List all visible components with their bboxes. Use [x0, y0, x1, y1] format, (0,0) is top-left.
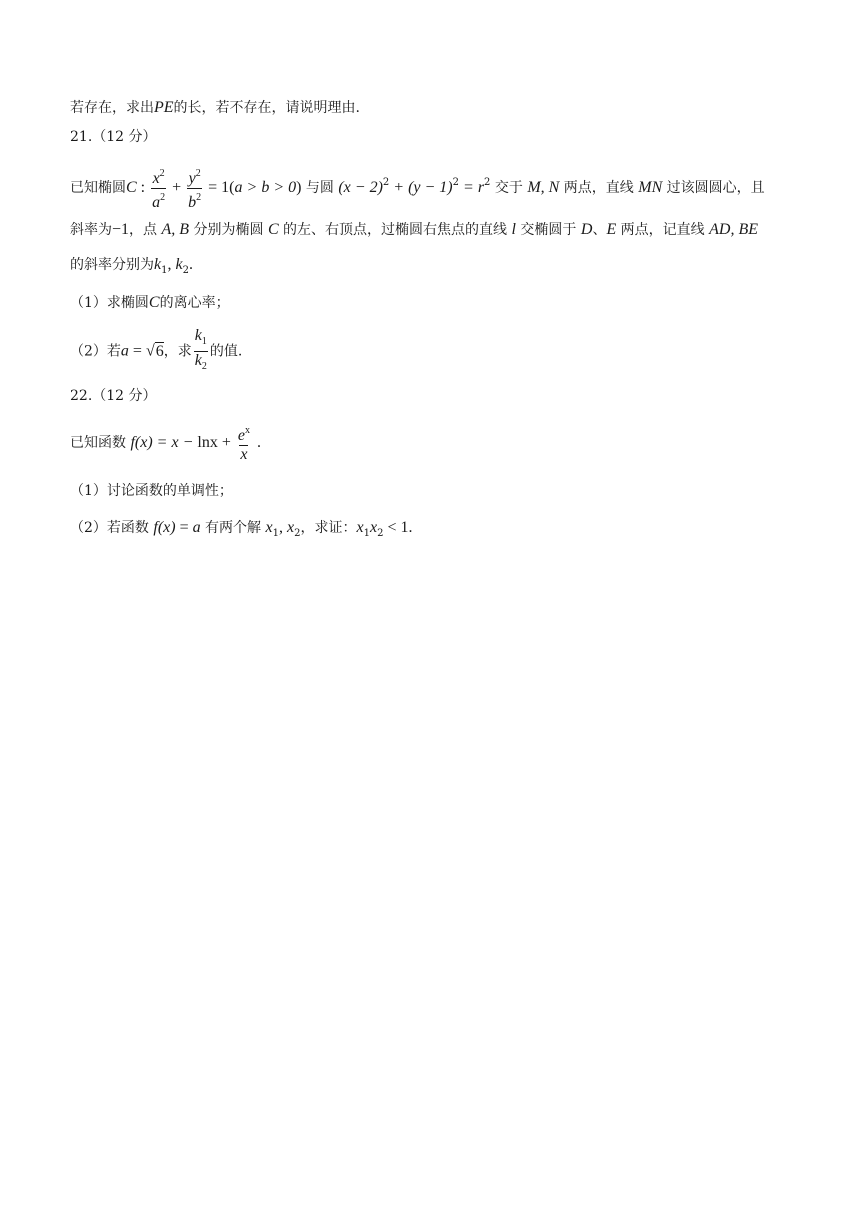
comma: , — [167, 256, 176, 273]
ellipse-c: C — [148, 294, 160, 311]
q22-line-1 — [70, 422, 261, 464]
fraction-y2-b2 — [187, 165, 202, 212]
q22-number: 22.（12 分） — [70, 388, 157, 404]
var-x: x — [152, 169, 160, 187]
var-k: k — [175, 256, 183, 273]
subscript: 2 — [294, 528, 301, 539]
exp: 2 — [484, 177, 491, 188]
q21-part-2 — [70, 327, 242, 376]
subscript: 1 — [363, 528, 370, 539]
exp: 2 — [452, 177, 460, 188]
var-y: y — [188, 169, 196, 187]
q21-text: （2）若 — [70, 343, 121, 360]
subscript: 1 — [272, 528, 279, 539]
var-e: e — [237, 427, 245, 444]
q21-text: 与圆 — [301, 180, 339, 196]
q21-text: 的值. — [209, 343, 243, 360]
segment-pe: PE — [154, 99, 174, 116]
fraction-ex-x — [237, 422, 251, 464]
q22-part-2 — [70, 518, 412, 544]
q21-text: 斜率为 — [70, 222, 112, 238]
q21-number: 21.（12 分） — [70, 129, 157, 145]
q21-line-2 — [70, 220, 758, 240]
q21-text: 交椭圆于 — [515, 222, 581, 238]
circle-eq: + (y − 1) — [389, 179, 453, 196]
exp: 2 — [382, 177, 390, 188]
var-x: x — [287, 519, 295, 536]
point-d: D — [580, 221, 593, 238]
q21-text: ，点 — [129, 222, 162, 238]
q22-text: ，求证： — [300, 520, 357, 536]
plus: + — [168, 179, 186, 196]
sqrt-6: √6 — [145, 342, 164, 360]
q21-line-3 — [70, 255, 193, 281]
slope-value: −1 — [112, 221, 130, 238]
fraction-x2-a2 — [151, 165, 166, 212]
q21-text: 、 — [592, 222, 607, 238]
func-arg: (x) — [134, 434, 153, 451]
equals-one: = 1( — [204, 179, 235, 196]
var-x: x — [265, 519, 273, 536]
equals: = — [128, 342, 146, 360]
q21-text: 的离心率； — [159, 295, 230, 311]
condition: a > b > 0 — [234, 179, 297, 196]
var-k: k — [194, 327, 202, 344]
circle-eq: = r — [459, 179, 485, 196]
exp: 2 — [196, 191, 202, 203]
points-mn: M, N — [527, 179, 560, 196]
var-a: a — [152, 193, 161, 211]
ellipse-c: C — [267, 221, 279, 238]
ellipse-c: C — [126, 179, 137, 196]
q22-text: 有两个解 — [200, 520, 266, 536]
q21-text: 过该圆圆心，且 — [662, 180, 765, 196]
points-ab: A, B — [161, 221, 190, 238]
colon: : — [136, 179, 150, 196]
comma: , — [279, 519, 287, 536]
line-l: l — [511, 221, 516, 238]
fraction-k1-k2 — [194, 327, 208, 376]
line-mn: MN — [638, 179, 663, 196]
var-a: a — [120, 342, 129, 360]
period: . — [408, 519, 413, 536]
q21-part-1 — [70, 293, 230, 313]
var-k: k — [194, 352, 202, 369]
radicand: 6 — [155, 342, 164, 360]
exp: 2 — [195, 167, 201, 179]
subscript: 1 — [161, 265, 168, 276]
inequality: < 1 — [383, 519, 409, 536]
q22-text: 已知函数 — [70, 435, 131, 451]
func-arg: (x) — [157, 519, 176, 536]
q22-part-1: （1）讨论函数的单调性； — [70, 483, 233, 499]
func-f: f — [130, 434, 135, 451]
var-x: x — [356, 519, 364, 536]
q21-text: 交于 — [490, 180, 528, 196]
exp: x — [244, 425, 250, 436]
equals: = — [175, 519, 193, 536]
q20-tail-line — [70, 98, 360, 118]
q21-text: 已知椭圆 — [70, 180, 126, 196]
q21-text: 两点，记直线 — [616, 222, 710, 238]
q21-text: 的斜率分别为 — [70, 257, 154, 273]
point-e: E — [606, 221, 617, 238]
q21-text: 分别为椭圆 — [189, 222, 268, 238]
subscript: 2 — [201, 361, 207, 372]
ln-x: lnx — [197, 434, 218, 451]
var-x: x — [369, 519, 378, 536]
func-f: f — [153, 519, 158, 536]
var-a: a — [192, 519, 201, 536]
paren: ) — [296, 179, 302, 196]
q21-text: 的左、右顶点，过椭圆右焦点的直线 — [278, 222, 512, 238]
var-x: x — [240, 446, 248, 463]
period: . — [252, 434, 261, 451]
q21-text: （1）求椭圆 — [70, 295, 149, 311]
subscript: 2 — [182, 265, 189, 276]
circle-eq: (x − 2) — [338, 179, 383, 196]
q21-text: ，求 — [163, 343, 192, 360]
q20-text: 的长，若不存在，请说明理由. — [173, 100, 360, 116]
q22-text: （2）若函数 — [70, 520, 154, 536]
period: . — [188, 256, 193, 273]
q20-text: 若存在，求出 — [70, 100, 154, 116]
subscript: 2 — [377, 528, 384, 539]
func-body: = x − — [152, 434, 198, 451]
var-k: k — [154, 256, 162, 273]
q21-text: 两点，直线 — [559, 180, 639, 196]
lines-ad-be: AD, BE — [709, 221, 758, 238]
exp: 2 — [159, 167, 165, 179]
plus: + — [217, 434, 235, 451]
subscript: 1 — [201, 336, 207, 347]
var-b: b — [188, 193, 197, 211]
q21-line-1 — [70, 163, 765, 212]
exp: 2 — [160, 191, 166, 203]
